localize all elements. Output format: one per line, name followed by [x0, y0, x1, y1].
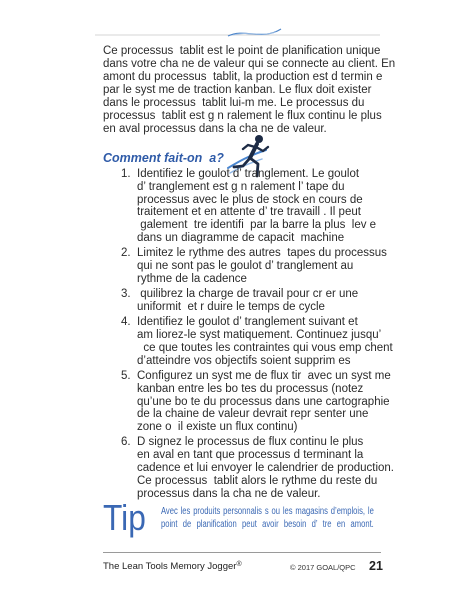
list-item: [121, 316, 421, 367]
intro-line: dans le processus tablit lui-m me. Le processus du: [103, 97, 365, 109]
step-text: [137, 288, 421, 314]
steps-list: [121, 168, 421, 503]
step-line: Configurez un syst me de flux tir avec un syst me: [137, 369, 391, 382]
intro-paragraph: [103, 45, 395, 136]
list-item: [121, 370, 421, 434]
step-number: 5.: [121, 369, 131, 382]
book-title: [103, 561, 242, 573]
intro-line: en aval processus dans la cha ne de valeur.: [103, 123, 327, 135]
trademark-symbol: ®: [236, 561, 242, 568]
tip-label: Tip: [103, 497, 146, 538]
list-item: [121, 247, 421, 285]
step-line: quilibrez la charge de travail pour cr er une: [137, 288, 359, 301]
section-heading: Comment fait-on a?: [103, 151, 224, 165]
step-line: de la chaine de valeur devrait repr senter une: [137, 408, 369, 421]
step-line: qui ne sont pas le goulot d’ tranglement au: [137, 260, 354, 273]
copyright-notice: © 2017 GOAL/QPC: [290, 563, 356, 572]
step-line: qu’une bo te du processus dans une cartographie: [137, 395, 390, 408]
step-line: Ce processus tablit alors le rythme du reste du: [137, 474, 378, 487]
step-text: [137, 436, 421, 500]
step-text: [137, 247, 421, 285]
step-line: am liorez-le syst matiquement. Continuez jusqu’: [137, 329, 382, 342]
step-number: 3.: [121, 288, 131, 301]
page-footer: [103, 557, 388, 577]
step-line: en aval en tant que processus d terminant la: [137, 449, 364, 462]
page-number: 21: [369, 559, 383, 573]
tip-line: point de planification peut avoir besoin d’ tre en amont.: [161, 519, 374, 530]
step-line: kanban entre les bo tes du processus (notez: [137, 382, 364, 395]
step-line: d’atteindre vos objectifs soient supprim es: [137, 354, 351, 367]
step-text: [137, 370, 421, 434]
step-text: [137, 316, 421, 367]
step-line: zone o il existe un flux continu): [137, 421, 298, 434]
intro-line: amont du processus tablit, la production est d termin e: [103, 71, 383, 83]
intro-line: dans votre cha ne de valeur qui se connecte au client. En: [103, 58, 396, 70]
book-title-text: The Lean Tools Memory Jogger: [103, 561, 237, 572]
list-item: [121, 288, 421, 314]
step-line: processus avec le plus de stock en cours de: [137, 193, 363, 206]
step-number: 2.: [121, 247, 131, 260]
list-item: [121, 436, 421, 500]
intro-line: par le syst me de traction kanban. Le flux doit exister: [103, 84, 372, 96]
runner-head: [255, 135, 263, 143]
tip-text: [161, 505, 374, 531]
intro-line: Ce processus tablit est le point de planification unique: [103, 45, 381, 57]
step-line: rythme de la cadence: [137, 272, 247, 285]
tip-line: Avec les produits personnalis s ou les magasins d’emplois, le: [161, 506, 374, 517]
step-line: traitement et en attente d’ tre travaill . Il peut: [137, 206, 361, 219]
footer-rule: [103, 552, 381, 553]
step-line: d’ tranglement est g n ralement l’ tape du: [137, 180, 345, 193]
step-line: D signez le processus de flux continu le plus: [137, 436, 364, 449]
list-item: [121, 168, 421, 245]
step-line: galement tre identifi par la barre la plus lev e: [137, 219, 377, 232]
tip-box: [103, 497, 393, 548]
step-line: processus dans la cha ne de valeur.: [137, 487, 321, 500]
step-line: Identifiez le goulot d’ tranglement suivant et: [137, 316, 358, 329]
step-line: Limitez le rythme des autres tapes du processus: [137, 247, 387, 260]
step-line: uniformit et r duire le temps de cycle: [137, 300, 325, 313]
step-line: Identifiez le goulot d’ tranglement. Le goulot: [137, 168, 360, 180]
step-text: [137, 168, 421, 245]
intro-line: processus tablit est g n ralement le flux continu le plus: [103, 110, 382, 122]
step-number: 1.: [121, 168, 131, 180]
step-line: cadence et lui envoyer le calendrier de production.: [137, 462, 394, 475]
step-line: ce que toutes les contraintes qui vous emp chent: [137, 341, 393, 354]
step-number: 4.: [121, 316, 131, 329]
step-line: dans un diagramme de capacit machine: [137, 231, 345, 244]
step-number: 6.: [121, 436, 131, 449]
